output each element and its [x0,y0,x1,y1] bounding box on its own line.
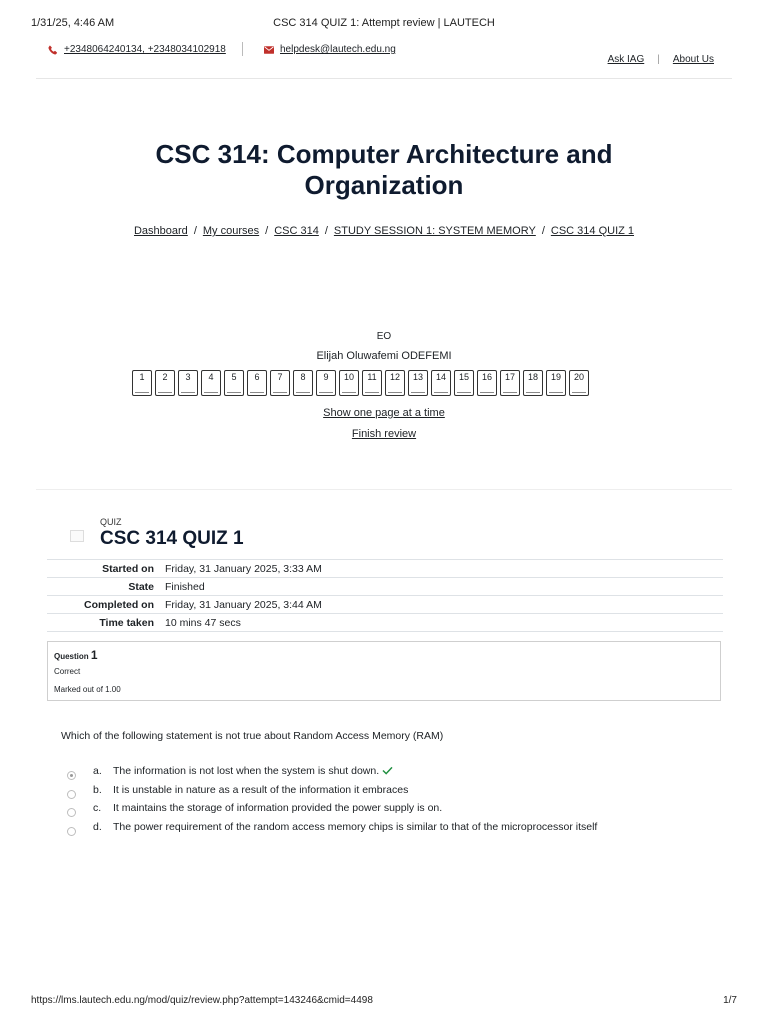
question-nav-button[interactable]: 4 [201,370,221,396]
quiz-title: CSC 314 QUIZ 1 [100,528,244,549]
question-nav-button[interactable]: 10 [339,370,359,396]
envelope-icon [264,46,274,54]
breadcrumb-separator: / [193,225,197,237]
email-contact[interactable] [264,44,396,55]
print-page-number: 1/7 [723,995,737,1006]
question-nav-button[interactable]: 1 [132,370,152,396]
finish-review-link[interactable]: Finish review [351,428,417,440]
answer-text-wrap [113,765,393,778]
question-nav-button[interactable]: 12 [385,370,405,396]
summary-key: Time taken [47,614,165,632]
summary-key: Started on [47,560,165,578]
table-row [47,596,723,614]
attempt-summary-table [47,559,723,632]
answer-letter: a. [93,765,102,777]
contact-divider [242,42,243,56]
question-nav-button[interactable]: 20 [569,370,589,396]
question-number: 1 [90,648,98,662]
print-page-title: CSC 314 QUIZ 1: Attempt review | LAUTECH [273,17,495,29]
question-info-box [47,641,721,701]
answer-text: It is unstable in nature as a result of the information it embraces [113,783,409,796]
table-row [47,578,723,596]
summary-value: 10 mins 47 secs [165,614,723,632]
question-nav-button[interactable]: 8 [293,370,313,396]
question-nav-button[interactable]: 11 [362,370,382,396]
question-nav-button[interactable]: 16 [477,370,497,396]
table-row [47,614,723,632]
answer-radio-c[interactable] [67,808,76,817]
question-nav-button[interactable]: 18 [523,370,543,396]
answer-radio-d[interactable] [67,827,76,836]
answer-letter: c. [93,802,102,814]
question-heading [54,648,98,662]
breadcrumb-section[interactable]: STUDY SESSION 1: SYSTEM MEMORY [333,225,536,237]
question-nav-button[interactable]: 2 [155,370,175,396]
section-divider [36,489,732,490]
breadcrumb-separator: / [265,225,269,237]
quiz-icon [70,530,84,542]
answer-letter: b. [93,783,102,796]
answer-text: The power requirement of the random access memory chips is similar to that of the microprocessor itself [113,820,598,833]
breadcrumb [0,225,768,237]
question-nav-button[interactable]: 15 [454,370,474,396]
show-one-page-link-wrap [0,407,768,419]
breadcrumb-dashboard[interactable]: Dashboard [133,225,188,237]
summary-key: Completed on [47,596,165,614]
show-one-page-link[interactable]: Show one page at a time [323,407,445,419]
breadcrumb-separator: / [541,225,545,237]
contact-bar [36,40,732,79]
question-nav-button[interactable]: 6 [247,370,267,396]
question-nav-button[interactable]: 9 [316,370,336,396]
finish-review-link-wrap [0,428,768,440]
question-state: Correct [54,667,81,676]
about-us-link[interactable]: About Us [672,54,714,65]
question-marks: Marked out of 1.00 [54,685,121,694]
question-text: Which of the following statement is not true about Random Access Memory (RAM) [61,730,444,742]
answer-radio-a[interactable] [67,771,76,780]
breadcrumb-separator: / [324,225,328,237]
user-name: Elijah Oluwafemi ODEFEMI [316,350,452,362]
answer-letter: d. [93,820,102,833]
phone-icon [48,45,58,55]
summary-key: State [47,578,165,596]
phone-numbers-link[interactable]: +2348064240134, +2348034102918 [64,44,226,55]
question-nav-button[interactable]: 13 [408,370,428,396]
quiz-type-label: QUIZ [100,517,122,527]
print-url: https://lms.lautech.edu.ng/mod/quiz/review.php?attempt=143246&cmid=4498 [31,995,373,1006]
question-nav-button[interactable]: 19 [546,370,566,396]
summary-value: Friday, 31 January 2025, 3:33 AM [165,560,723,578]
breadcrumb-quiz[interactable]: CSC 314 QUIZ 1 [550,225,635,237]
question-label: Question [54,652,89,661]
course-title: CSC 314: Computer Architecture and Organization [155,139,613,200]
summary-value: Finished [165,578,723,596]
correct-check-icon [382,766,393,778]
print-datetime: 1/31/25, 4:46 AM [31,17,115,29]
top-links-divider: | [657,54,660,65]
answer-text: The information is not lost when the system is shut down. [113,765,380,777]
top-links [608,54,714,65]
summary-value: Friday, 31 January 2025, 3:44 AM [165,596,723,614]
question-navigation [132,370,589,396]
question-nav-button[interactable]: 17 [500,370,520,396]
answer-radio-b[interactable] [67,790,76,799]
table-row [47,560,723,578]
user-initials-avatar: EO [376,331,392,342]
email-link[interactable]: helpdesk@lautech.edu.ng [280,44,396,55]
question-nav-button[interactable]: 14 [431,370,451,396]
phone-contact[interactable] [48,44,226,55]
answer-text: It maintains the storage of information provided the power supply is on. [113,802,443,814]
breadcrumb-my-courses[interactable]: My courses [202,225,260,237]
question-nav-button[interactable]: 7 [270,370,290,396]
ask-iag-link[interactable]: Ask IAG [607,54,645,65]
question-nav-button[interactable]: 5 [224,370,244,396]
question-nav-button[interactable]: 3 [178,370,198,396]
breadcrumb-course[interactable]: CSC 314 [274,225,319,237]
